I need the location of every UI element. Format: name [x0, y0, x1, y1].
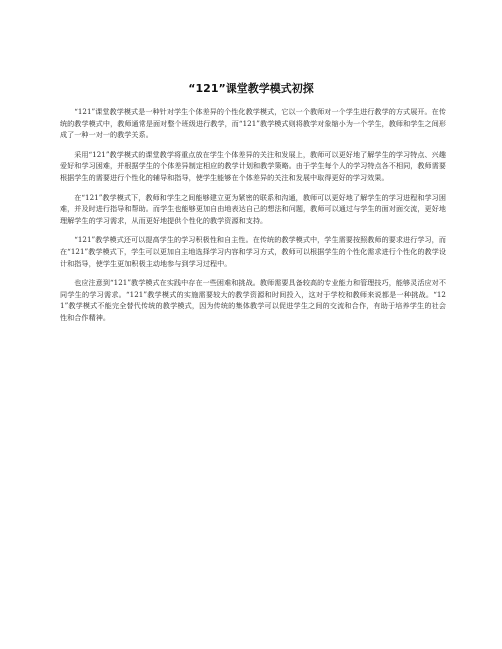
paragraph-2: 采用“121”教学模式的课堂教学将重点放在学生个体差异的关注和发展上，教师可以更好地了解学生的学习特点、兴趣爱好和学习困难，并根据学生的个体差异制定相应的教学计划和教学策略。由于学生每个人的学习特点各不相同，教师需要根据学生的需要进行个性化的辅导和指导，使学生能够在个体差异的关注和发展中取得更好的学习效果。	[60, 149, 446, 182]
document-title: “121”课堂教学模式初探	[188, 82, 314, 95]
paragraph-4: “121”教学模式还可以提高学生的学习积极性和自主性。在传统的教学模式中，学生需要按照教师的要求进行学习，而在“121”教学模式下，学生可以更加自主地选择学习内容和学习方式，教师可以根据学生的个性化需求进行个性化的教学设计和指导，使学生更加积极主动地参与到学习过程中。	[60, 235, 446, 268]
document-body	[60, 106, 446, 332]
paragraph-5: 也应注意到“121”教学模式在实践中存在一些困难和挑战。教师需要具备较高的专业能力和管理技巧，能够灵活应对不同学生的学习需求。“121”教学模式的实施需要较大的教学资源和时间投入，这对于学校和教师来说都是一种挑战。“121”教学模式不能完全替代传统的教学模式，因为传统的集体教学可以促进学生之间的交流和合作，有助于培养学生的社会性和合作精神。	[60, 278, 446, 322]
paragraph-1: “121”课堂教学模式是一种针对学生个体差异的个性化教学模式，它以一个教师对一个学生进行教学的方式展开。在传统的教学模式中，教师通常是面对整个班级进行教学，而“121”教学模式则将教学对象缩小为一个学生，教师和学生之间形成了一种一对一的教学关系。	[60, 107, 446, 140]
paragraph-3: 在“121”教学模式下，教师和学生之间能够建立更为紧密的联系和沟通，教师可以更好地了解学生的学习进程和学习困难，并及时进行指导和帮助。而学生也能够更加自由地表达自己的想法和问题，教师可以通过与学生的面对面交流，更好地理解学生的学习需求，从而更好地提供个性化的教学资源和支持。	[60, 192, 446, 225]
